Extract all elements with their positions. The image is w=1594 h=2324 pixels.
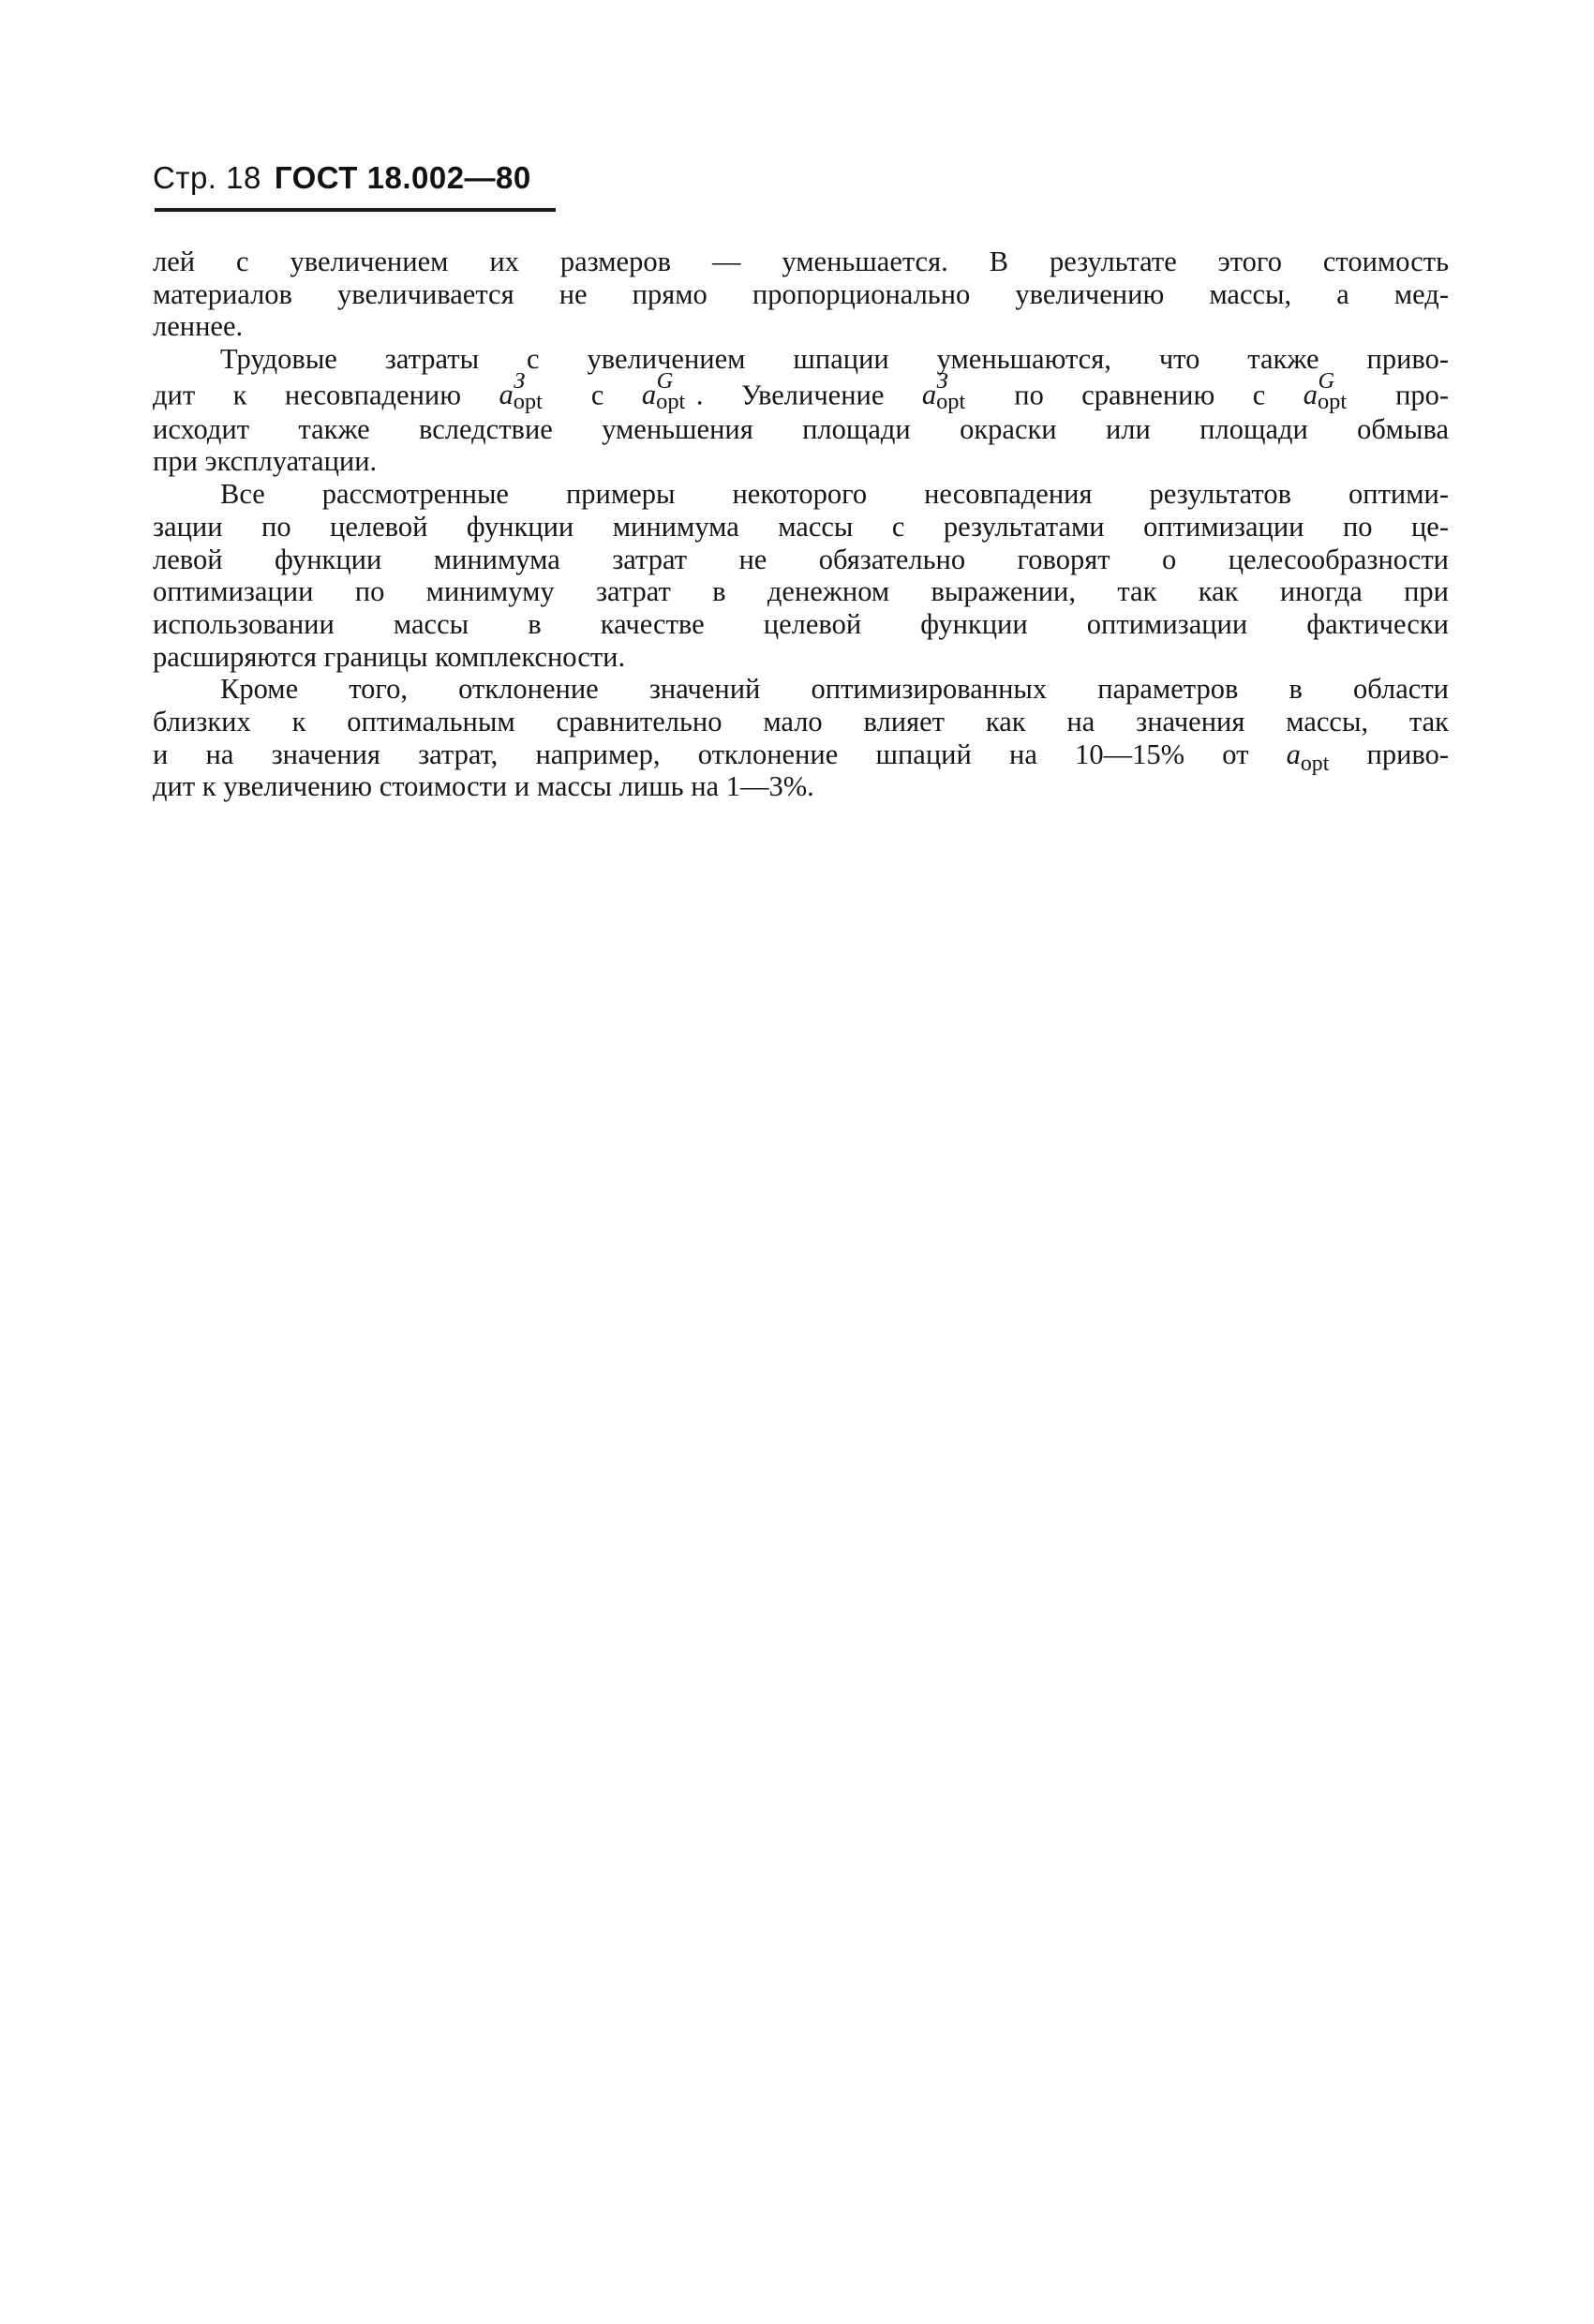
text-line: лей с увеличением их размеров — уменьшается. В результате этого стоимость xyxy=(153,246,1449,277)
text-line: материалов увеличивается не прямо пропорционально увеличению массы, а мед- xyxy=(153,277,1449,310)
subscript-opt: opt xyxy=(656,389,686,415)
symbol-a-opt xyxy=(1286,737,1330,776)
text-line: близких к оптимальным сравнительно мало влияет как на значения массы, так xyxy=(153,705,1449,737)
index-pair xyxy=(936,368,976,415)
symbol-a-opt-z xyxy=(499,368,553,415)
paragraph-first-line: Трудовые затраты с увеличением шпации уменьшаются, что также приво- xyxy=(220,343,1449,376)
subscript-opt: opt xyxy=(936,389,966,415)
text-line: дит к увеличению стоимости и массы лишь на 1—3%. xyxy=(153,770,814,803)
superscript-z: З xyxy=(514,368,526,395)
superscript-g: G xyxy=(1318,368,1335,395)
symbol-a-opt-g xyxy=(1303,368,1358,415)
superscript-g: G xyxy=(656,368,674,395)
symbol-a: a xyxy=(1286,737,1301,770)
text-fragment: дит к несовпадению xyxy=(153,379,462,411)
text-line: при эксплуатации. xyxy=(153,445,378,478)
index-pair xyxy=(656,368,696,415)
symbol-a: a xyxy=(641,379,657,411)
text-fragment: и на значения затрат, например, отклонение шпаций на 10—15% от xyxy=(153,737,1249,770)
body-text xyxy=(153,246,1449,803)
formula-line xyxy=(153,368,1450,415)
header-underline xyxy=(155,208,556,212)
text-line: использовании массы в качестве целевой функции оптимизации фактически xyxy=(153,607,1449,640)
subscript-opt: opt xyxy=(1317,389,1348,415)
text-fragment: приво- xyxy=(1366,737,1450,770)
text-line: левой функции минимума затрат не обязательно говорят о целесообразности xyxy=(153,543,1449,575)
standard-designation: ГОСТ 18.002—80 xyxy=(274,160,531,195)
paragraph-first-line: Все рассмотренные примеры некоторого несовпадения результатов оптими- xyxy=(220,478,1449,511)
index-pair xyxy=(1317,368,1358,415)
text-line: расширяются границы комплексности. xyxy=(153,640,626,673)
symbol-a: a xyxy=(499,379,514,411)
paragraph-first-line: Кроме того, отклонение значений оптимизированных параметров в области xyxy=(220,673,1449,706)
symbol-a-opt-g xyxy=(641,368,696,415)
subscript-opt: opt xyxy=(1300,751,1330,776)
page-number-label: Стр. 18 xyxy=(153,160,261,195)
text-line: зации по целевой функции минимума массы с результатами оптимизации по це- xyxy=(153,510,1449,543)
text-line: оптимизации по минимуму затрат в денежном выражении, так как иногда при xyxy=(153,575,1449,608)
formula-line xyxy=(153,737,1450,776)
subscript-opt: opt xyxy=(513,389,543,415)
text-fragment: по сравнению с xyxy=(1014,379,1266,411)
text-line: исходит также вследствие уменьшения площади окраски или площади обмыва xyxy=(153,412,1449,445)
symbol-a: a xyxy=(1303,379,1318,411)
symbol-a: a xyxy=(921,379,937,411)
header-text xyxy=(153,159,531,197)
text-fragment: про- xyxy=(1395,379,1450,411)
superscript-z: З xyxy=(936,368,948,395)
running-header xyxy=(153,159,556,216)
symbol-a-opt-z xyxy=(921,368,976,415)
text-fragment: с xyxy=(590,379,604,411)
text-fragment: . Увеличение xyxy=(695,379,885,411)
index-pair xyxy=(513,368,554,415)
text-line: леннее. xyxy=(153,310,244,343)
